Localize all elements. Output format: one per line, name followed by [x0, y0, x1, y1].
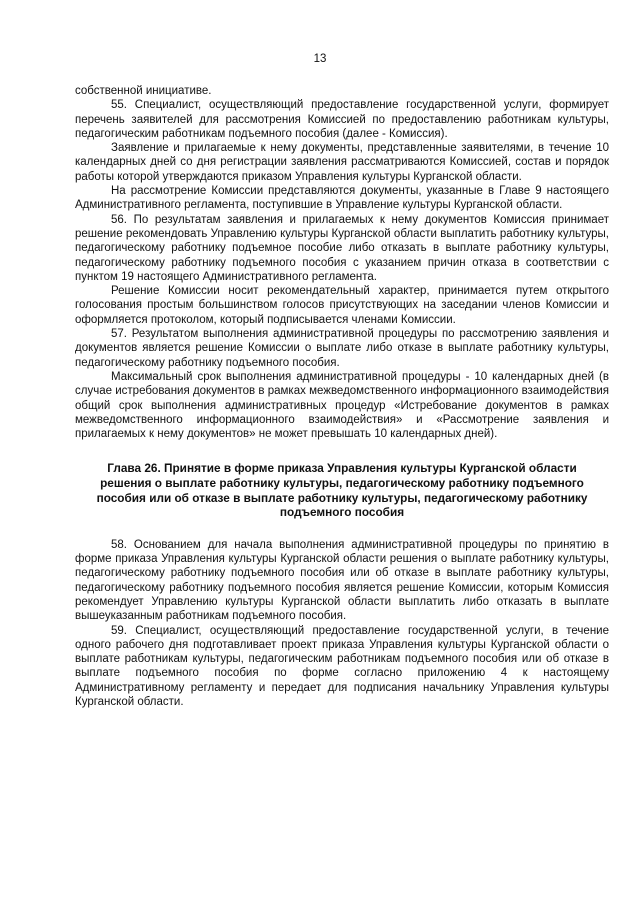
paragraph: Максимальный срок выполнения административной процедуры - 10 календарных дней (в случае истребования документов в рамках межведомственного информационного взаимодействия общий срок выполнения административных процедур «Истребование документов в рамках межведомственного информационного взаимодействия» и «Рассмотрение заявления и прилагаемых к нему документов» не может превышать 10 календарных дней). [75, 370, 609, 441]
paragraph: На рассмотрение Комиссии представляются документы, указанные в Главе 9 настоящего Административного регламента, поступившие в Управление культуры Курганской области. [75, 185, 609, 212]
paragraph: 55. Специалист, осуществляющий предоставление государственной услуги, формирует перечень заявителей для рассмотрения Комиссией по предоставлению работникам культуры, педагогическим работникам подъемного пособия (далее - Комиссия). [75, 99, 609, 140]
paragraph: 58. Основанием для начала выполнения административной процедуры по принятию в форме приказа Управления культуры Курганской области решения о выплате работнику культуры, педагогическому работнику подъемного пособия или об отказе в выплате работнику культуры, педагогическому работнику подъемного пособия является решение Комиссии, которым Комиссия рекомендует Управлению культуры Курганской области выплатить либо отказать в выплате вышеуказанным работникам подъемного пособия. [75, 538, 609, 623]
paragraph: 59. Специалист, осуществляющий предоставление государственной услуги, в течение одного рабочего дня подготавливает проект приказа Управления культуры Курганской области о выплате работникам культуры, педагогическим работникам подъемного пособия или об отказе в выплате подъемного пособия по форме согласно приложению 4 к настоящему Административному регламенту и передает для подписания начальнику Управления культуры Курганской области. [75, 624, 609, 709]
chapter-heading: Глава 26. Принятие в форме приказа Управления культуры Курганской области решения о выплате работнику культуры, педагогическому работнику подъемного пособия или об отказе в выплате работнику культуры, педагогическому работнику подъемного пособия [96, 461, 588, 520]
document-body [75, 84, 609, 709]
paragraph: Решение Комиссии носит рекомендательный характер, принимается путем открытого голосования простым большинством голосов присутствующих на заседании членов Комиссии и оформляется протоколом, который подписывается членами Комиссии. [75, 285, 609, 326]
paragraph: 57. Результатом выполнения административной процедуры по рассмотрению заявления и документов является решение Комиссии о выплате либо отказе в выплате работнику культуры, педагогическому работнику подъемного пособия. [75, 328, 609, 369]
paragraph: собственной инициативе. [75, 85, 212, 97]
page-number: 13 [313, 53, 327, 65]
paragraph: 56. По результатам заявления и прилагаемых к нему документов Комиссия принимает решение рекомендовать Управлению культуры Курганской области выплатить работнику культуры, педагогическому работнику подъемное пособие либо отказать в выплате работнику культуры, педагогическому работнику подъемного пособия с указанием причин отказа в соответствии с пунктом 19 настоящего Административного регламента. [75, 213, 609, 283]
paragraphs-after-chapter [75, 538, 609, 710]
paragraph: Заявление и прилагаемые к нему документы, представленные заявителями, в течение 10 календарных дней со дня регистрации заявления рассматриваются Комиссией, состав и порядок работы которой утверждаются приказом Управления культуры Курганской области. [75, 142, 609, 183]
paragraphs-before-chapter [75, 84, 609, 441]
